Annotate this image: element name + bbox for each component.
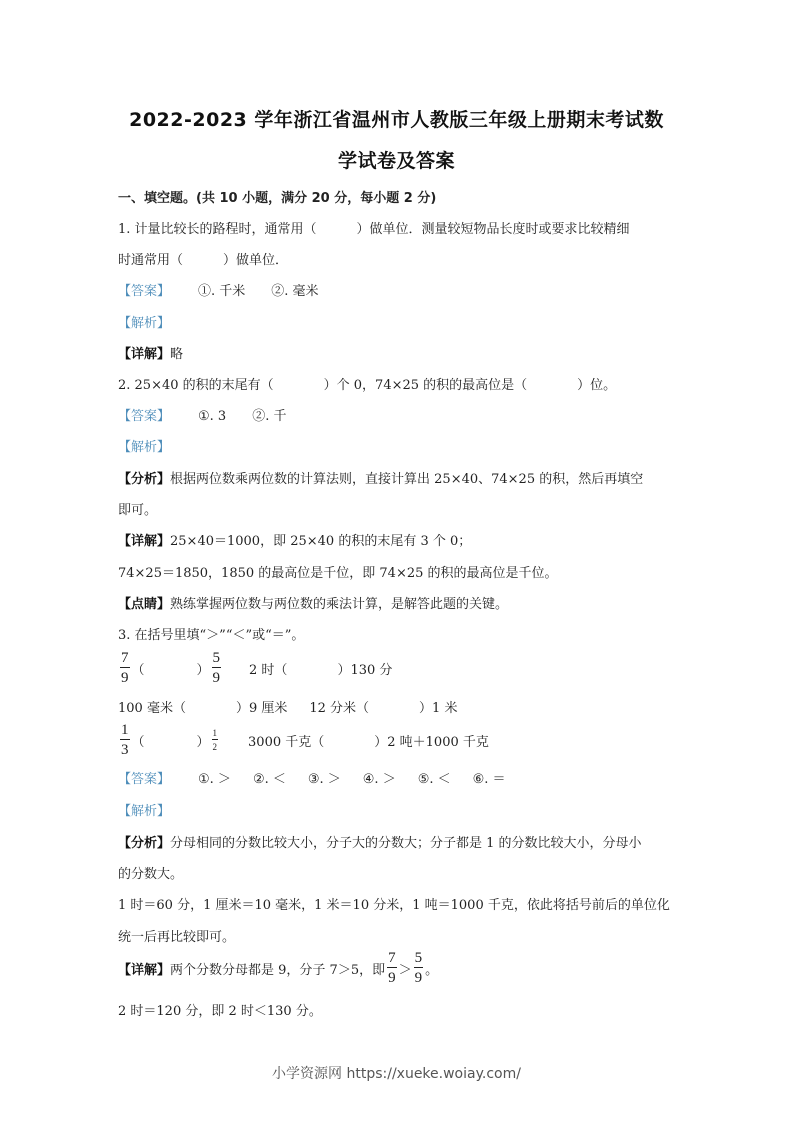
q2-dianjing-text: 熟练掌握两位数与两位数的乘法计算，是解答此题的关键。 bbox=[170, 597, 509, 612]
q3-detail-text: 两个分数分母都是 9，分子 7＞5，即 bbox=[170, 962, 386, 978]
q2-fenxi-1 bbox=[118, 468, 643, 487]
answer-tag: 【答案】 bbox=[118, 284, 171, 299]
q2-detail-text: 25×40＝1000，即 25×40 的积的末尾有 3 个 0； bbox=[170, 534, 472, 549]
q3-answer-6: ⑥. ＝ bbox=[472, 772, 506, 787]
q1-analysis-tag: 【解析】 bbox=[118, 316, 171, 331]
q3-item-4-left: 12 分米（ bbox=[309, 701, 370, 716]
q2-fenxi-text: 根据两位数乘两位数的计算法则，直接计算出 25×40、74×25 的积，然后再填空 bbox=[170, 472, 644, 487]
q2-text-a: 2. 25×40 的积的末尾有（ bbox=[118, 378, 274, 393]
detail-tag: 【详解】 bbox=[118, 962, 171, 978]
q3-answer-5: ⑤. ＜ bbox=[417, 772, 451, 787]
q3-item-6-right: ）2 吨＋1000 千克 bbox=[374, 734, 489, 750]
q2-answer bbox=[118, 405, 286, 424]
fraction-1-3: $\frac{1}{3}$ bbox=[121, 722, 129, 758]
q1-detail-text: 略 bbox=[170, 347, 184, 362]
q3-item-3-left: 100 毫米（ bbox=[118, 701, 186, 716]
period: 。 bbox=[425, 962, 439, 978]
q1-answer bbox=[118, 280, 319, 299]
greater-than: ＞ bbox=[398, 962, 412, 978]
q2-fenxi-2: 即可。 bbox=[118, 503, 158, 518]
paren-close: ） bbox=[196, 734, 210, 750]
q3-answer-3: ③. ＞ bbox=[307, 772, 341, 787]
title-line-1: 2022-2023 学年浙江省温州市人教版三年级上册期末考试数 bbox=[129, 109, 664, 131]
q1-text-a: 1. 计量比较长的路程时，通常用（ bbox=[118, 222, 317, 237]
q3-row-1 bbox=[118, 650, 392, 686]
answer-tag: 【答案】 bbox=[118, 772, 171, 787]
q1-answer-2: ②. 毫米 bbox=[271, 284, 319, 299]
paren-open: （ bbox=[131, 662, 145, 678]
q3-answer-4: ④. ＞ bbox=[362, 772, 396, 787]
q2-analysis-tag: 【解析】 bbox=[118, 440, 171, 455]
q2-answer-2: ②. 千 bbox=[252, 409, 287, 424]
q2-line-1 bbox=[118, 374, 616, 393]
q1-detail bbox=[118, 343, 183, 362]
detail-tag: 【详解】 bbox=[118, 347, 171, 362]
q3-rule-2: 统一后再比较即可。 bbox=[118, 930, 236, 945]
fenxi-tag: 【分析】 bbox=[118, 836, 171, 851]
q3-rule-1: 1 时＝60 分，1 厘米＝10 毫米，1 米＝10 分米，1 吨＝1000 千克，依此将括号前后的单位化 bbox=[118, 898, 670, 913]
q3-fenxi-1 bbox=[118, 832, 642, 851]
footer-watermark: 小学资源网 https://xueke.woiay.com/ bbox=[272, 1066, 521, 1082]
q1-answer-1: ①. 千米 bbox=[198, 284, 246, 299]
paren-open: （ bbox=[131, 734, 145, 750]
fraction-5-9: $\frac{5}{9}$ bbox=[414, 950, 423, 986]
fraction-5-9: $\frac{5}{9}$ bbox=[212, 650, 221, 686]
q3-row-2 bbox=[118, 697, 457, 716]
q3-item-2-left: 2 时（ bbox=[249, 662, 288, 678]
q3-detail-1 bbox=[118, 950, 438, 986]
section-heading: 一、填空题。(共 10 小题，满分 20 分，每小题 2 分) bbox=[118, 191, 437, 206]
q1-line-2 bbox=[118, 249, 288, 268]
q3-answer bbox=[118, 768, 506, 787]
fraction-7-9: $\frac{7}{9}$ bbox=[121, 650, 129, 686]
q3-answer-1: ①. ＞ bbox=[198, 772, 231, 787]
q3-item-3-right: ）9 厘米 bbox=[235, 701, 288, 716]
q1-text-c: 时通常用（ bbox=[118, 253, 184, 268]
q2-detail-1 bbox=[118, 530, 471, 549]
q3-detail-2: 2 时＝120 分，即 2 时＜130 分。 bbox=[118, 1004, 322, 1019]
q2-dianjing bbox=[118, 593, 508, 612]
q2-text-c: ）位。 bbox=[577, 378, 617, 393]
q1-line-1 bbox=[118, 218, 630, 237]
q3-analysis-tag: 【解析】 bbox=[118, 804, 171, 819]
detail-tag: 【详解】 bbox=[118, 534, 171, 549]
q1-text-d: ）做单位． bbox=[223, 253, 289, 268]
q3-row-3 bbox=[118, 722, 489, 758]
q1-text-b: ）做单位．测量较短物品长度时或要求比较精细 bbox=[356, 222, 630, 237]
answer-tag: 【答案】 bbox=[118, 409, 171, 424]
fraction-7-9: $\frac{7}{9}$ bbox=[388, 950, 396, 986]
fraction-1-2: $\frac{1}{2}$ bbox=[212, 728, 218, 752]
q3-item-2-right: ）130 分 bbox=[337, 662, 393, 678]
fenxi-tag: 【分析】 bbox=[118, 472, 171, 487]
title-line-2: 学试卷及答案 bbox=[337, 150, 455, 172]
paren-close: ） bbox=[196, 662, 210, 678]
q2-answer-1: ①. 3 bbox=[198, 409, 227, 424]
q3-item-4-right: ）1 米 bbox=[419, 701, 458, 716]
q3-prompt: 3. 在括号里填“＞”“＜”或“＝”。 bbox=[118, 628, 305, 643]
dianjing-tag: 【点睛】 bbox=[118, 597, 171, 612]
q2-detail-2: 74×25＝1850，1850 的最高位是千位，即 74×25 的积的最高位是千位。 bbox=[118, 566, 558, 581]
q3-item-6-left: 3000 千克（ bbox=[248, 734, 325, 750]
q2-text-b: ）个 0，74×25 的积的最高位是（ bbox=[323, 378, 528, 393]
q3-fenxi-text: 分母相同的分数比较大小，分子大的分数大；分子都是 1 的分数比较大小，分母小 bbox=[170, 836, 642, 851]
q3-fenxi-2: 的分数大。 bbox=[118, 867, 184, 882]
q3-answer-2: ②. ＜ bbox=[252, 772, 286, 787]
